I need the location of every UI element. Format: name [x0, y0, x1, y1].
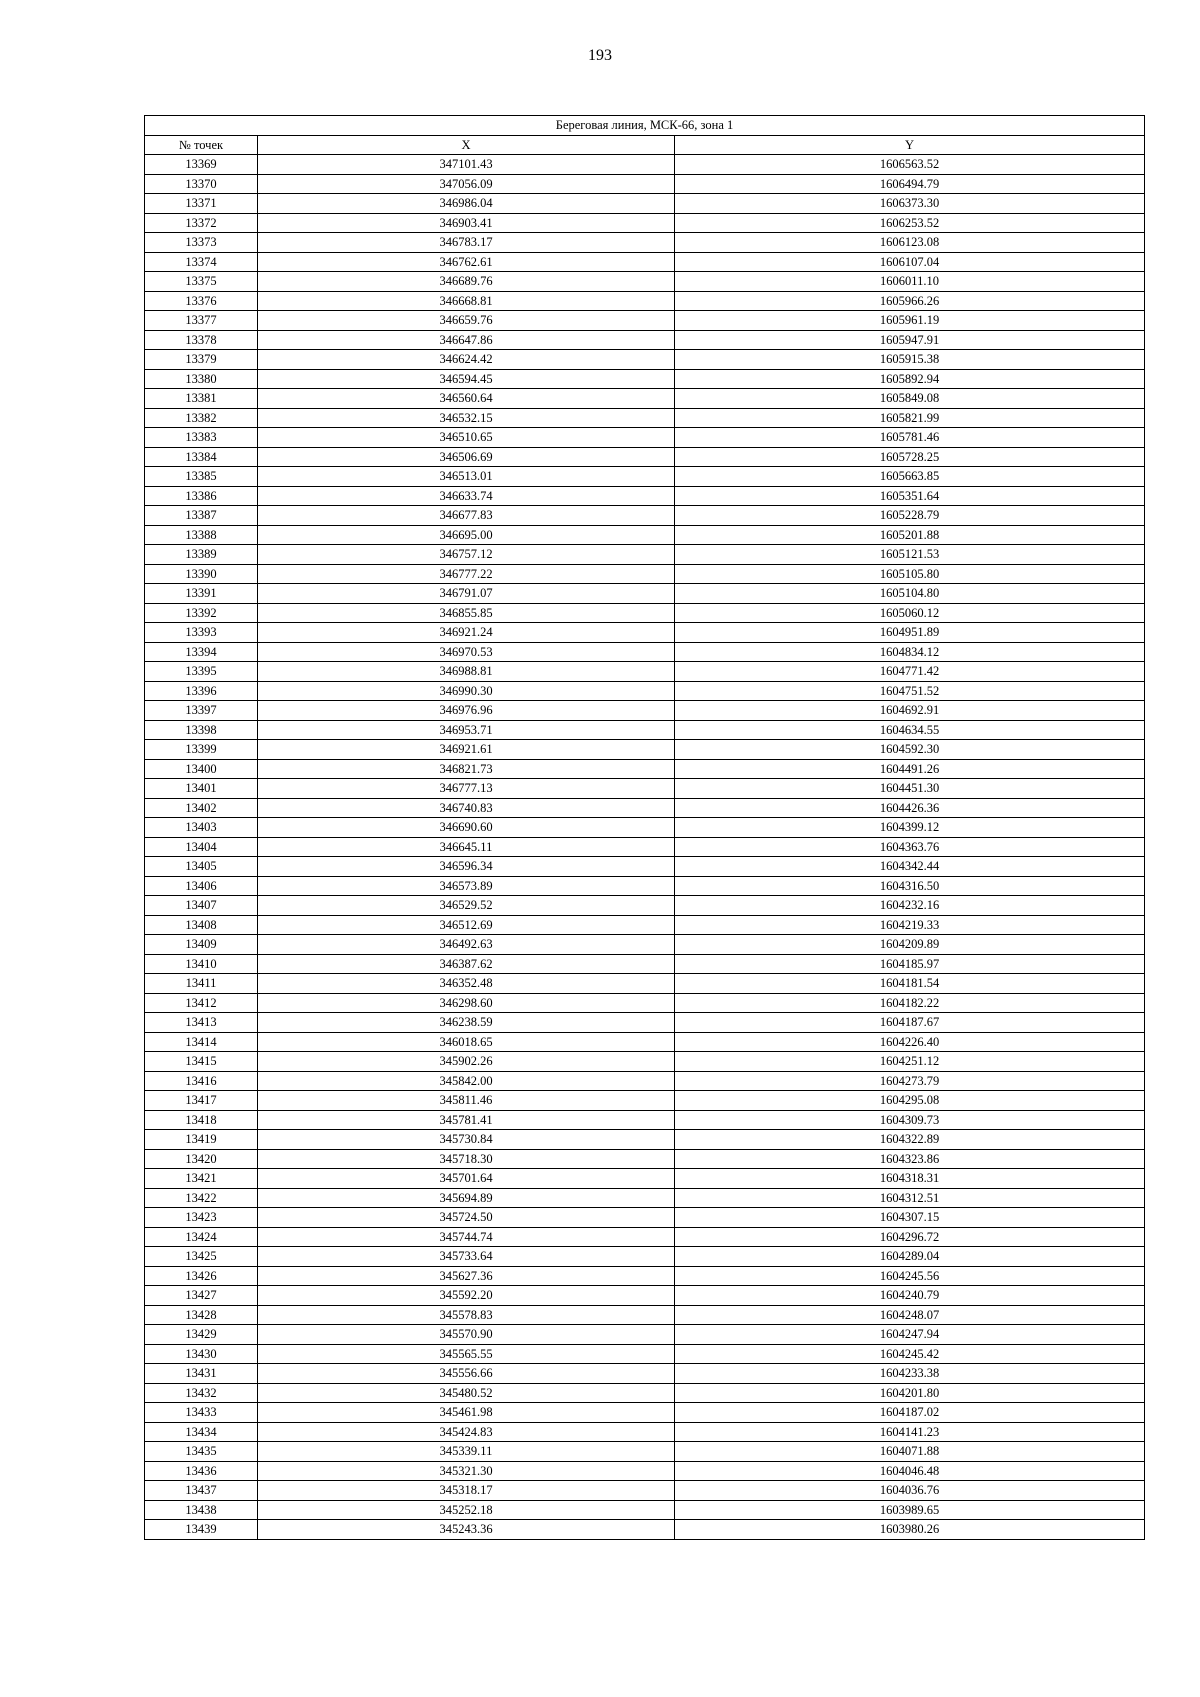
- x-cell: 346594.45: [258, 369, 675, 389]
- table-row: [145, 837, 1145, 857]
- y-cell: 1604219.33: [675, 915, 1145, 935]
- x-cell: 346529.52: [258, 896, 675, 916]
- table-row: [145, 194, 1145, 214]
- point-number-cell: 13391: [145, 584, 258, 604]
- point-number-cell: 13397: [145, 701, 258, 721]
- point-number-cell: 13395: [145, 662, 258, 682]
- y-cell: 1605966.26: [675, 291, 1145, 311]
- page-number: 193: [588, 47, 612, 64]
- table-row: [145, 155, 1145, 175]
- x-cell: 345811.46: [258, 1091, 675, 1111]
- point-number-cell: 13409: [145, 935, 258, 955]
- x-cell: 346506.69: [258, 447, 675, 467]
- table-row: [145, 935, 1145, 955]
- point-number-cell: 13396: [145, 681, 258, 701]
- x-cell: 345694.89: [258, 1188, 675, 1208]
- point-number-cell: 13405: [145, 857, 258, 877]
- y-cell: 1604187.02: [675, 1403, 1145, 1423]
- x-cell: 346988.81: [258, 662, 675, 682]
- point-number-cell: 13418: [145, 1110, 258, 1130]
- table-row: [145, 857, 1145, 877]
- x-cell: 346647.86: [258, 330, 675, 350]
- table-row: [145, 642, 1145, 662]
- table-body: [145, 155, 1145, 1540]
- point-number-cell: 13383: [145, 428, 258, 448]
- point-number-cell: 13389: [145, 545, 258, 565]
- y-cell: 1605228.79: [675, 506, 1145, 526]
- table-row: [145, 740, 1145, 760]
- point-number-cell: 13388: [145, 525, 258, 545]
- y-cell: 1604751.52: [675, 681, 1145, 701]
- y-cell: 1605121.53: [675, 545, 1145, 565]
- y-cell: 1604834.12: [675, 642, 1145, 662]
- y-cell: 1604245.42: [675, 1344, 1145, 1364]
- point-number-cell: 13380: [145, 369, 258, 389]
- x-cell: 346645.11: [258, 837, 675, 857]
- x-cell: 346970.53: [258, 642, 675, 662]
- table-row: [145, 1169, 1145, 1189]
- y-cell: 1605781.46: [675, 428, 1145, 448]
- table-row: [145, 1325, 1145, 1345]
- x-cell: 345321.30: [258, 1461, 675, 1481]
- x-cell: 345592.20: [258, 1286, 675, 1306]
- y-cell: 1605849.08: [675, 389, 1145, 409]
- x-cell: 345730.84: [258, 1130, 675, 1150]
- x-cell: 346018.65: [258, 1032, 675, 1052]
- point-number-cell: 13403: [145, 818, 258, 838]
- table-row: [145, 818, 1145, 838]
- table-row: [145, 1266, 1145, 1286]
- point-number-cell: 13410: [145, 954, 258, 974]
- table-row: [145, 447, 1145, 467]
- table-row: [145, 954, 1145, 974]
- point-number-cell: 13432: [145, 1383, 258, 1403]
- x-cell: 346512.69: [258, 915, 675, 935]
- x-cell: 345842.00: [258, 1071, 675, 1091]
- point-number-cell: 13423: [145, 1208, 258, 1228]
- y-cell: 1604323.86: [675, 1149, 1145, 1169]
- table-row: [145, 1305, 1145, 1325]
- table-row: [145, 330, 1145, 350]
- x-cell: 346387.62: [258, 954, 675, 974]
- x-cell: 345424.83: [258, 1422, 675, 1442]
- point-number-cell: 13376: [145, 291, 258, 311]
- point-number-cell: 13417: [145, 1091, 258, 1111]
- point-number-cell: 13439: [145, 1520, 258, 1540]
- y-cell: 1605915.38: [675, 350, 1145, 370]
- point-number-cell: 13402: [145, 798, 258, 818]
- point-number-cell: 13416: [145, 1071, 258, 1091]
- y-cell: 1606253.52: [675, 213, 1145, 233]
- y-cell: 1606494.79: [675, 174, 1145, 194]
- point-number-cell: 13415: [145, 1052, 258, 1072]
- x-cell: 346492.63: [258, 935, 675, 955]
- point-number-cell: 13407: [145, 896, 258, 916]
- point-number-cell: 13431: [145, 1364, 258, 1384]
- y-cell: 1604251.12: [675, 1052, 1145, 1072]
- x-cell: 345243.36: [258, 1520, 675, 1540]
- x-cell: 345578.83: [258, 1305, 675, 1325]
- y-cell: 1605961.19: [675, 311, 1145, 331]
- point-number-cell: 13394: [145, 642, 258, 662]
- table-row: [145, 1520, 1145, 1540]
- point-number-cell: 13385: [145, 467, 258, 487]
- y-cell: 1604307.15: [675, 1208, 1145, 1228]
- x-cell: 346596.34: [258, 857, 675, 877]
- header-x: X: [258, 135, 675, 155]
- y-cell: 1604240.79: [675, 1286, 1145, 1306]
- point-number-cell: 13422: [145, 1188, 258, 1208]
- table-row: [145, 1013, 1145, 1033]
- point-number-cell: 13425: [145, 1247, 258, 1267]
- table-row: [145, 213, 1145, 233]
- point-number-cell: 13370: [145, 174, 258, 194]
- x-cell: 345718.30: [258, 1149, 675, 1169]
- y-cell: 1606563.52: [675, 155, 1145, 175]
- header-y: Y: [675, 135, 1145, 155]
- table-row: [145, 1247, 1145, 1267]
- x-cell: 346690.60: [258, 818, 675, 838]
- point-number-cell: 13429: [145, 1325, 258, 1345]
- table-row: [145, 545, 1145, 565]
- table-row: [145, 1130, 1145, 1150]
- x-cell: 345744.74: [258, 1227, 675, 1247]
- x-cell: 346689.76: [258, 272, 675, 292]
- point-number-cell: 13399: [145, 740, 258, 760]
- y-cell: 1605351.64: [675, 486, 1145, 506]
- point-number-cell: 13433: [145, 1403, 258, 1423]
- x-cell: 345902.26: [258, 1052, 675, 1072]
- y-cell: 1604187.67: [675, 1013, 1145, 1033]
- table-row: [145, 1422, 1145, 1442]
- point-number-cell: 13437: [145, 1481, 258, 1501]
- table-row: [145, 584, 1145, 604]
- table-row: [145, 486, 1145, 506]
- x-cell: 346777.22: [258, 564, 675, 584]
- point-number-cell: 13406: [145, 876, 258, 896]
- point-number-cell: 13392: [145, 603, 258, 623]
- table-row: [145, 1032, 1145, 1052]
- point-number-cell: 13430: [145, 1344, 258, 1364]
- point-number-cell: 13414: [145, 1032, 258, 1052]
- point-number-cell: 13371: [145, 194, 258, 214]
- x-cell: 346560.64: [258, 389, 675, 409]
- x-cell: 346777.13: [258, 779, 675, 799]
- x-cell: 346624.42: [258, 350, 675, 370]
- x-cell: 346532.15: [258, 408, 675, 428]
- coordinates-table: [144, 115, 1145, 1540]
- point-number-cell: 13413: [145, 1013, 258, 1033]
- table-row: [145, 1442, 1145, 1462]
- x-cell: 346668.81: [258, 291, 675, 311]
- y-cell: 1604399.12: [675, 818, 1145, 838]
- y-cell: 1605728.25: [675, 447, 1145, 467]
- point-number-cell: 13377: [145, 311, 258, 331]
- y-cell: 1604289.04: [675, 1247, 1145, 1267]
- table-row: [145, 1286, 1145, 1306]
- point-number-cell: 13384: [145, 447, 258, 467]
- point-number-cell: 13378: [145, 330, 258, 350]
- y-cell: 1606373.30: [675, 194, 1145, 214]
- table-row: [145, 759, 1145, 779]
- point-number-cell: 13421: [145, 1169, 258, 1189]
- x-cell: 346573.89: [258, 876, 675, 896]
- table-row: [145, 1227, 1145, 1247]
- table-row: [145, 291, 1145, 311]
- point-number-cell: 13372: [145, 213, 258, 233]
- y-cell: 1605060.12: [675, 603, 1145, 623]
- x-cell: 346298.60: [258, 993, 675, 1013]
- y-cell: 1604181.54: [675, 974, 1145, 994]
- table-row: [145, 564, 1145, 584]
- table-row: [145, 428, 1145, 448]
- table-row: [145, 1500, 1145, 1520]
- x-cell: 346510.65: [258, 428, 675, 448]
- x-cell: 345565.55: [258, 1344, 675, 1364]
- y-cell: 1605105.80: [675, 564, 1145, 584]
- y-cell: 1604247.94: [675, 1325, 1145, 1345]
- point-number-cell: 13420: [145, 1149, 258, 1169]
- x-cell: 345480.52: [258, 1383, 675, 1403]
- table-row: [145, 369, 1145, 389]
- table-row: [145, 1091, 1145, 1111]
- point-number-cell: 13412: [145, 993, 258, 1013]
- table-row: [145, 233, 1145, 253]
- y-cell: 1604951.89: [675, 623, 1145, 643]
- y-cell: 1604426.36: [675, 798, 1145, 818]
- y-cell: 1604046.48: [675, 1461, 1145, 1481]
- point-number-cell: 13374: [145, 252, 258, 272]
- point-number-cell: 13398: [145, 720, 258, 740]
- table-row: [145, 974, 1145, 994]
- x-cell: 346352.48: [258, 974, 675, 994]
- table-row: [145, 1208, 1145, 1228]
- y-cell: 1604071.88: [675, 1442, 1145, 1462]
- point-number-cell: 13387: [145, 506, 258, 526]
- y-cell: 1604296.72: [675, 1227, 1145, 1247]
- x-cell: 346990.30: [258, 681, 675, 701]
- x-cell: 345701.64: [258, 1169, 675, 1189]
- table-row: [145, 1364, 1145, 1384]
- table-row: [145, 252, 1145, 272]
- table-row: [145, 1188, 1145, 1208]
- point-number-cell: 13411: [145, 974, 258, 994]
- table-row: [145, 408, 1145, 428]
- table-row: [145, 525, 1145, 545]
- x-cell: 346921.24: [258, 623, 675, 643]
- x-cell: 347056.09: [258, 174, 675, 194]
- x-cell: 345781.41: [258, 1110, 675, 1130]
- point-number-cell: 13436: [145, 1461, 258, 1481]
- x-cell: 346633.74: [258, 486, 675, 506]
- table-row: [145, 1344, 1145, 1364]
- table-row: [145, 1403, 1145, 1423]
- x-cell: 346762.61: [258, 252, 675, 272]
- table-row: [145, 603, 1145, 623]
- x-cell: 345339.11: [258, 1442, 675, 1462]
- y-cell: 1604592.30: [675, 740, 1145, 760]
- x-cell: 346677.83: [258, 506, 675, 526]
- table-row: [145, 1110, 1145, 1130]
- x-cell: 345252.18: [258, 1500, 675, 1520]
- y-cell: 1604273.79: [675, 1071, 1145, 1091]
- y-cell: 1604036.76: [675, 1481, 1145, 1501]
- y-cell: 1604491.26: [675, 759, 1145, 779]
- x-cell: 347101.43: [258, 155, 675, 175]
- point-number-cell: 13408: [145, 915, 258, 935]
- x-cell: 345556.66: [258, 1364, 675, 1384]
- header-point-number: № точек: [145, 135, 258, 155]
- y-cell: 1604201.80: [675, 1383, 1145, 1403]
- table-title: Береговая линия, МСК-66, зона 1: [145, 116, 1145, 136]
- point-number-cell: 13393: [145, 623, 258, 643]
- x-cell: 345318.17: [258, 1481, 675, 1501]
- table-row: [145, 272, 1145, 292]
- table-header-row: [145, 135, 1145, 155]
- y-cell: 1604226.40: [675, 1032, 1145, 1052]
- table-row: [145, 174, 1145, 194]
- table-row: [145, 915, 1145, 935]
- x-cell: 346986.04: [258, 194, 675, 214]
- y-cell: 1604771.42: [675, 662, 1145, 682]
- point-number-cell: 13428: [145, 1305, 258, 1325]
- table-row: [145, 1052, 1145, 1072]
- table-row: [145, 1071, 1145, 1091]
- table-row: [145, 896, 1145, 916]
- x-cell: 346659.76: [258, 311, 675, 331]
- point-number-cell: 13438: [145, 1500, 258, 1520]
- x-cell: 346757.12: [258, 545, 675, 565]
- point-number-cell: 13419: [145, 1130, 258, 1150]
- table-row: [145, 876, 1145, 896]
- point-number-cell: 13369: [145, 155, 258, 175]
- y-cell: 1605663.85: [675, 467, 1145, 487]
- y-cell: 1605821.99: [675, 408, 1145, 428]
- y-cell: 1604209.89: [675, 935, 1145, 955]
- y-cell: 1604182.22: [675, 993, 1145, 1013]
- table-row: [145, 798, 1145, 818]
- y-cell: 1606011.10: [675, 272, 1145, 292]
- point-number-cell: 13382: [145, 408, 258, 428]
- y-cell: 1604634.55: [675, 720, 1145, 740]
- point-number-cell: 13381: [145, 389, 258, 409]
- y-cell: 1604232.16: [675, 896, 1145, 916]
- table-row: [145, 1481, 1145, 1501]
- x-cell: 346791.07: [258, 584, 675, 604]
- point-number-cell: 13427: [145, 1286, 258, 1306]
- point-number-cell: 13435: [145, 1442, 258, 1462]
- point-number-cell: 13379: [145, 350, 258, 370]
- table-row: [145, 350, 1145, 370]
- table-row: [145, 311, 1145, 331]
- y-cell: 1605892.94: [675, 369, 1145, 389]
- y-cell: 1603989.65: [675, 1500, 1145, 1520]
- table-row: [145, 1383, 1145, 1403]
- table-row: [145, 467, 1145, 487]
- y-cell: 1604318.31: [675, 1169, 1145, 1189]
- x-cell: 346821.73: [258, 759, 675, 779]
- y-cell: 1606107.04: [675, 252, 1145, 272]
- y-cell: 1604322.89: [675, 1130, 1145, 1150]
- x-cell: 346513.01: [258, 467, 675, 487]
- table-row: [145, 993, 1145, 1013]
- point-number-cell: 13426: [145, 1266, 258, 1286]
- point-number-cell: 13424: [145, 1227, 258, 1247]
- point-number-cell: 13390: [145, 564, 258, 584]
- table-row: [145, 701, 1145, 721]
- y-cell: 1605947.91: [675, 330, 1145, 350]
- point-number-cell: 13373: [145, 233, 258, 253]
- x-cell: 346740.83: [258, 798, 675, 818]
- y-cell: 1604316.50: [675, 876, 1145, 896]
- point-number-cell: 13404: [145, 837, 258, 857]
- y-cell: 1604185.97: [675, 954, 1145, 974]
- y-cell: 1604312.51: [675, 1188, 1145, 1208]
- table-row: [145, 720, 1145, 740]
- x-cell: 345461.98: [258, 1403, 675, 1423]
- point-number-cell: 13401: [145, 779, 258, 799]
- table-head: [145, 116, 1145, 155]
- x-cell: 346953.71: [258, 720, 675, 740]
- x-cell: 345570.90: [258, 1325, 675, 1345]
- x-cell: 346855.85: [258, 603, 675, 623]
- y-cell: 1605201.88: [675, 525, 1145, 545]
- point-number-cell: 13400: [145, 759, 258, 779]
- y-cell: 1604248.07: [675, 1305, 1145, 1325]
- y-cell: 1604245.56: [675, 1266, 1145, 1286]
- x-cell: 346903.41: [258, 213, 675, 233]
- table-row: [145, 662, 1145, 682]
- point-number-cell: 13386: [145, 486, 258, 506]
- y-cell: 1604233.38: [675, 1364, 1145, 1384]
- x-cell: 346695.00: [258, 525, 675, 545]
- y-cell: 1604309.73: [675, 1110, 1145, 1130]
- table-row: [145, 623, 1145, 643]
- y-cell: 1604295.08: [675, 1091, 1145, 1111]
- point-number-cell: 13434: [145, 1422, 258, 1442]
- table-row: [145, 1461, 1145, 1481]
- table-title-row: [145, 116, 1145, 136]
- x-cell: 346921.61: [258, 740, 675, 760]
- table-row: [145, 779, 1145, 799]
- y-cell: 1604141.23: [675, 1422, 1145, 1442]
- y-cell: 1603980.26: [675, 1520, 1145, 1540]
- y-cell: 1605104.80: [675, 584, 1145, 604]
- x-cell: 345627.36: [258, 1266, 675, 1286]
- x-cell: 345733.64: [258, 1247, 675, 1267]
- y-cell: 1604363.76: [675, 837, 1145, 857]
- y-cell: 1606123.08: [675, 233, 1145, 253]
- y-cell: 1604451.30: [675, 779, 1145, 799]
- table-row: [145, 389, 1145, 409]
- x-cell: 346783.17: [258, 233, 675, 253]
- point-number-cell: 13375: [145, 272, 258, 292]
- y-cell: 1604692.91: [675, 701, 1145, 721]
- x-cell: 345724.50: [258, 1208, 675, 1228]
- table-row: [145, 1149, 1145, 1169]
- y-cell: 1604342.44: [675, 857, 1145, 877]
- table-row: [145, 681, 1145, 701]
- x-cell: 346238.59: [258, 1013, 675, 1033]
- x-cell: 346976.96: [258, 701, 675, 721]
- table-row: [145, 506, 1145, 526]
